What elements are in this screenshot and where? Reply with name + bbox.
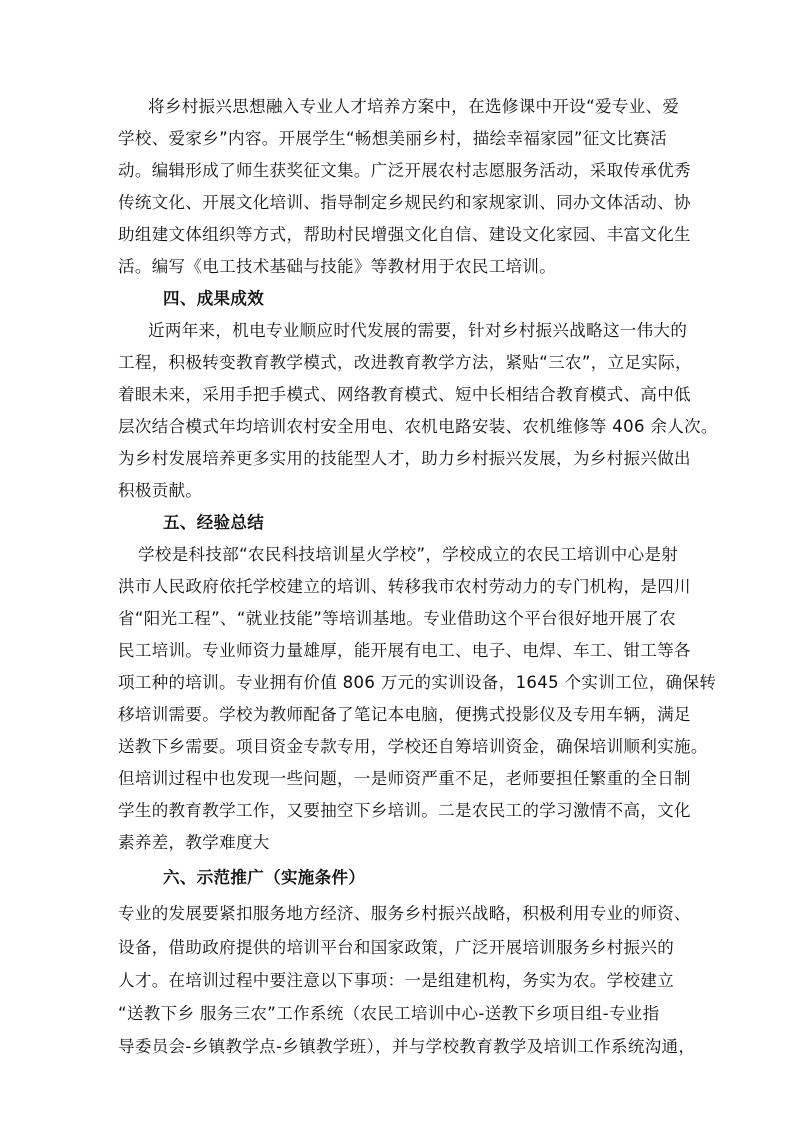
paragraph-line: 传统文化、开展文化培训、指导制定乡规民约和家规家训、同办文体活动、协 [118, 193, 691, 212]
paragraph-line: 积极贡献。 [118, 481, 203, 500]
paragraph-line: 但培训过程中也发现一些问题，一是师资严重不足，老师要担任繁重的全日制 [118, 769, 691, 788]
paragraph-line: 省“阳光工程”、“就业技能”等培训基地。专业借助这个平台很好地开展了农 [118, 609, 676, 628]
paragraph-line: 近两年来，机电专业顺应时代发展的需要，针对乡村振兴战略这一伟大的 [148, 321, 688, 340]
paragraph-line: 移培训需要。学校为教师配备了笔记本电脑，便携式投影仪及专用车辆，满足 [118, 705, 691, 724]
section-heading: 六、示范推广（实施条件） [163, 868, 366, 887]
section-heading: 四、成果成效 [163, 289, 265, 308]
paragraph-line: 洪市人民政府依托学校建立的培训、转移我市农村劳动力的专门机构，是四川 [118, 577, 691, 596]
paragraph-line: 为乡村发展培养更多实用的技能型人才，助力乡村振兴发展，为乡村振兴做出 [118, 449, 691, 468]
paragraph-line: 专业的发展要紧扣服务地方经济、服务乡村振兴战略，积极利用专业的师资、 [118, 904, 691, 923]
paragraph-line: 设备，借助政府提供的培训平台和国家政策，广泛开展培训服务乡村振兴的 [118, 938, 675, 957]
paragraph-line: 素养差，教学难度大 [118, 833, 270, 852]
paragraph-line: 民工培训。专业师资力量雄厚，能开展有电工、电子、电焊、车工、钳工等各 [118, 641, 691, 660]
paragraph-line: 层次结合模式年均培训农村安全用电、农机电路安装、农机维修等 406 余人次。 [118, 417, 718, 436]
paragraph-line: 工程，积极转变教育教学模式，改进教育教学方法，紧贴“三农”，立足实际， [118, 353, 692, 372]
paragraph-line: 学校是科技部“农民科技培训星火学校”，学校成立的农民工培训中心是射 [138, 545, 679, 564]
paragraph-line: 导委员会-乡镇教学点-乡镇教学班），并与学校教育教学及培训工作系统沟通， [118, 1037, 696, 1056]
paragraph-line: 活。编写《电工技术基础与技能》等教材用于农民工培训。 [118, 257, 557, 276]
paragraph-line: “送教下乡 服务三农”工作系统（农民工培训中心-送教下乡项目组-专业指 [118, 1004, 660, 1023]
section-heading: 五、经验总结 [163, 513, 265, 532]
paragraph-line: 着眼未来，采用手把手模式、网络教育模式、短中长相结合教育模式、高中低 [118, 385, 691, 404]
paragraph-line: 学生的教育教学工作，又要抽空下乡培训。二是农民工的学习激情不高，文化 [118, 801, 691, 820]
paragraph-line: 项工种的培训。专业拥有价值 806 万元的实训设备，1645 个实训工位，确保转 [118, 673, 717, 692]
paragraph-line: 动。编辑形成了师生获奖征文集。广泛开展农村志愿服务活动，采取传承优秀 [118, 161, 691, 180]
paragraph-line: 人才。在培训过程中要注意以下事项：一是组建机构，务实为农。学校建立 [118, 971, 675, 990]
paragraph-line: 助组建文体组织等方式，帮助村民增强文化自信、建设文化家园、丰富文化生 [118, 225, 691, 244]
paragraph-line: 学校、爱家乡”内容。开展学生“畅想美丽乡村，描绘幸福家园”征文比赛活 [118, 129, 668, 148]
paragraph-line: 送教下乡需要。项目资金专款专用，学校还自筹培训资金，确保培训顺利实施。 [118, 737, 708, 756]
paragraph-line: 将乡村振兴思想融入专业人才培养方案中，在选修课中开设“爱专业、爱 [148, 97, 680, 116]
